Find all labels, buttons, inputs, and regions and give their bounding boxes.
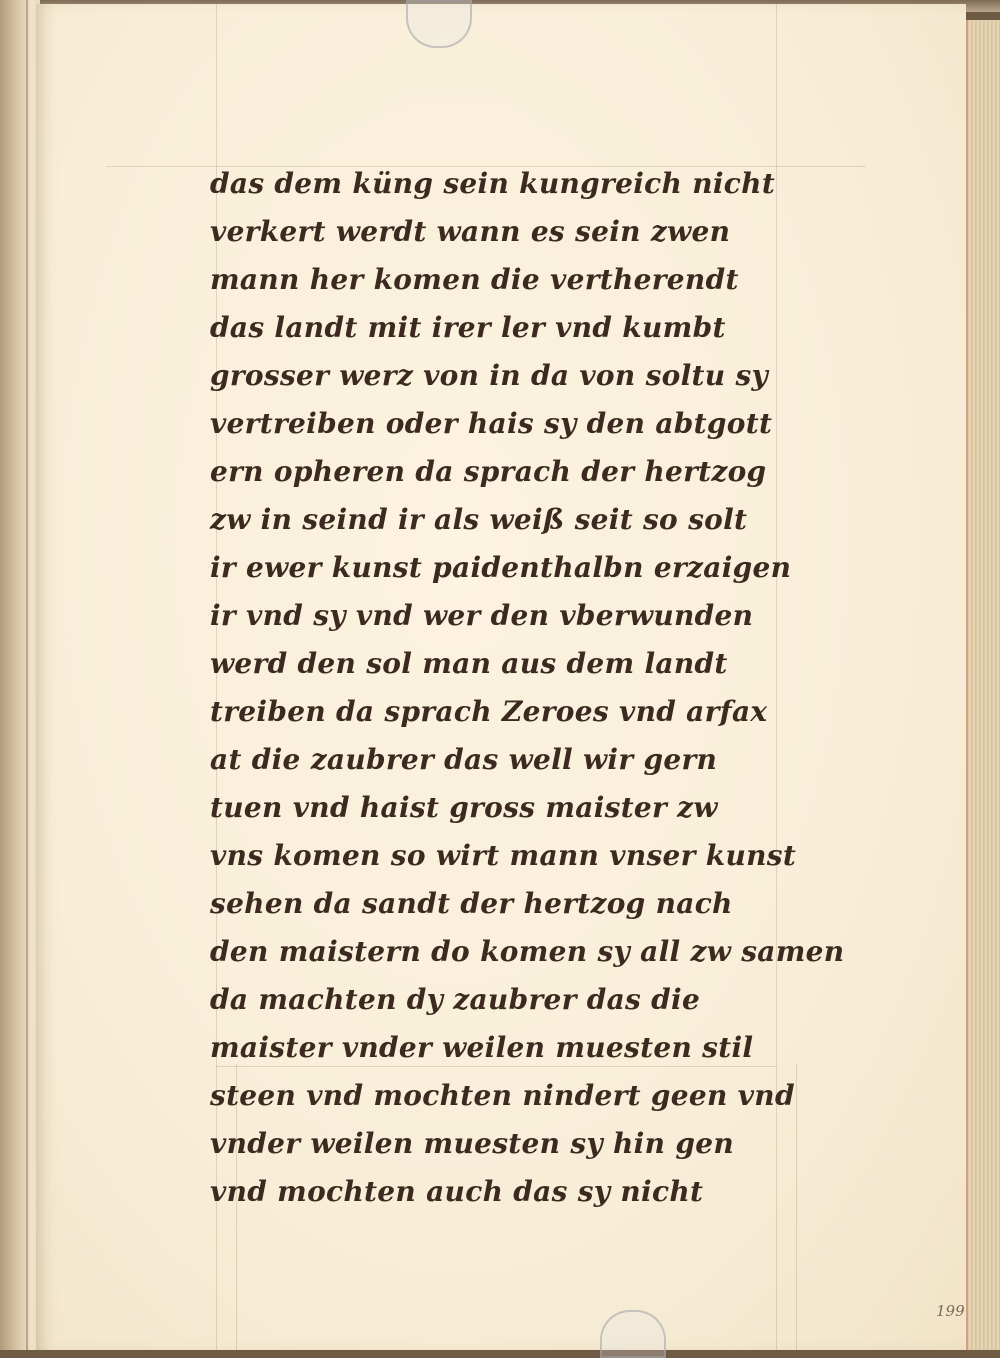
manuscript-line: zw in seind ir als weiß seit so solt <box>210 503 748 536</box>
manuscript-line: mann her komen die vertherendt <box>210 263 739 296</box>
manuscript-line: steen vnd mochten nindert geen vnd <box>210 1079 795 1112</box>
manuscript-line: sehen da sandt der hertzog nach <box>210 887 733 920</box>
manuscript-line: verkert werdt wann es sein zwen <box>210 215 731 248</box>
manuscript-line: das landt mit irer ler vnd kumbt <box>210 311 726 344</box>
manuscript-line: vns komen so wirt mann vnser kunst <box>210 839 797 872</box>
page-clip-bottom <box>600 1310 666 1358</box>
manuscript-line: treiben da sprach Zeroes vnd arfax <box>210 695 768 728</box>
manuscript-line: ir vnd sy vnd wer den vberwunden <box>210 599 754 632</box>
manuscript-line: grosser werz von in da von soltu sy <box>210 359 769 392</box>
manuscript-line: at die zaubrer das well wir gern <box>210 743 718 776</box>
manuscript-line: das dem küng sein kungreich nicht <box>210 167 776 200</box>
manuscript-line: werd den sol man aus dem landt <box>210 647 728 680</box>
manuscript-line: den maistern do komen sy all zw samen <box>210 935 845 968</box>
manuscript-line: tuen vnd haist gross maister zw <box>210 791 718 824</box>
manuscript-line: maister vnder weilen muesten stil <box>210 1031 754 1064</box>
manuscript-line: ir ewer kunst paidenthalbn erzaigen <box>210 551 792 584</box>
manuscript-text-block <box>210 160 850 1216</box>
manuscript-line: ern opheren da sprach der hertzog <box>210 455 767 488</box>
manuscript-line: vertreiben oder hais sy den abtgott <box>210 407 773 440</box>
manuscript-line: vnder weilen muesten sy hin gen <box>210 1127 734 1160</box>
folio-number: 199 <box>936 1302 965 1320</box>
manuscript-line: vnd mochten auch das sy nicht <box>210 1175 704 1208</box>
left-binding-board <box>0 0 40 1350</box>
manuscript-line: da machten dy zaubrer das die <box>210 983 701 1016</box>
page-edges <box>962 20 1000 1350</box>
